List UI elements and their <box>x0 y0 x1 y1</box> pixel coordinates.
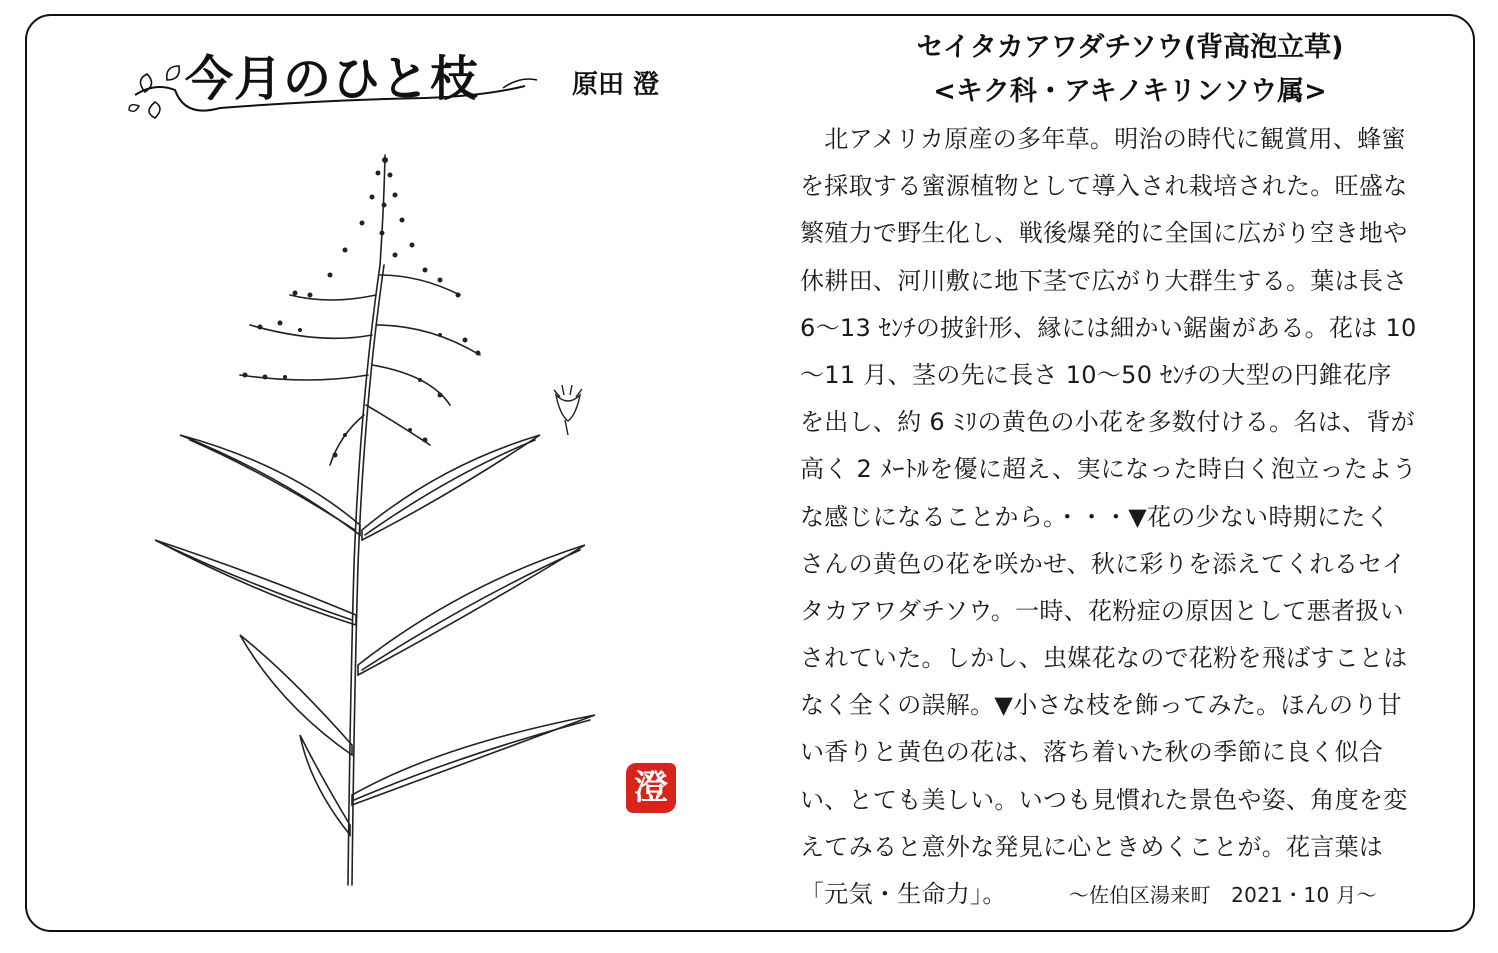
location-date-signature: ～佐伯区湯来町 2021・10 月～ <box>1068 883 1377 907</box>
title-line-2: <キク科・アキノキリンソウ属> <box>933 76 1327 107</box>
author-name: 原田 澄 <box>572 70 660 100</box>
body-line: 北アメリカ原産の多年草。明治の時代に観賞用、蜂蜜 <box>800 125 1406 153</box>
body-line: 6～13 ｾﾝﾁの披針形、縁には細かい鋸歯がある。花は 10 <box>800 313 1417 342</box>
body-line: い、とても美しい。いつも見慣れた景色や姿、角度を変 <box>800 785 1408 814</box>
body-line: 繁殖力で野生化し、戦後爆発的に全国に広がり空き地や <box>800 219 1408 248</box>
logo-title: 今月のひと枝 <box>185 51 480 107</box>
body-line: を採取する蜜源植物として導入され栽培された。旺盛な <box>800 172 1408 201</box>
body-line: 休耕田、河川敷に地下茎で広がり大群生する。葉は長さ <box>800 266 1408 295</box>
article-title <box>805 26 1455 114</box>
body-line: 高く 2 ﾒｰﾄﾙを優に超え、実になった時白く泡立ったよう <box>800 455 1417 484</box>
body-line: さんの黄色の花を咲かせ、秋に彩りを添えてくれるセイ <box>800 549 1407 578</box>
title-line-1: セイタカアワダチソウ(背高泡立草) <box>916 32 1344 63</box>
body-line: されていた。しかし、虫媒花なので花粉を飛ばすことは <box>800 644 1408 673</box>
body-line: なく全くの誤解。▼小さな枝を飾ってみた。ほんのり甘 <box>800 691 1402 720</box>
article-body <box>800 116 1450 918</box>
body-line: い香りと黄色の花は、落ち着いた秋の季節に良く似合 <box>800 738 1384 767</box>
body-line: を出し、約 6 ﾐﾘの黄色の小花を多数付ける。名は、背が <box>800 408 1415 437</box>
column-logo <box>125 40 545 130</box>
flower-language-line: 「元気・生命力」。 <box>800 880 1007 908</box>
artist-seal-stamp: 澄 <box>626 763 676 813</box>
body-line: えてみると意外な発見に心ときめくことが。花言葉は <box>800 832 1384 861</box>
goldenrod-plant-illustration <box>140 145 610 915</box>
closing-row <box>800 871 1450 918</box>
body-line: な感じになることから。・・・▼花の少ない時期にたく <box>800 502 1390 531</box>
body-line: ～11 月、茎の先に長さ 10～50 ｾﾝﾁの大型の円錐花序 <box>800 360 1392 389</box>
body-line: タカアワダチソウ。一時、花粉症の原因として悪者扱い <box>800 596 1404 625</box>
